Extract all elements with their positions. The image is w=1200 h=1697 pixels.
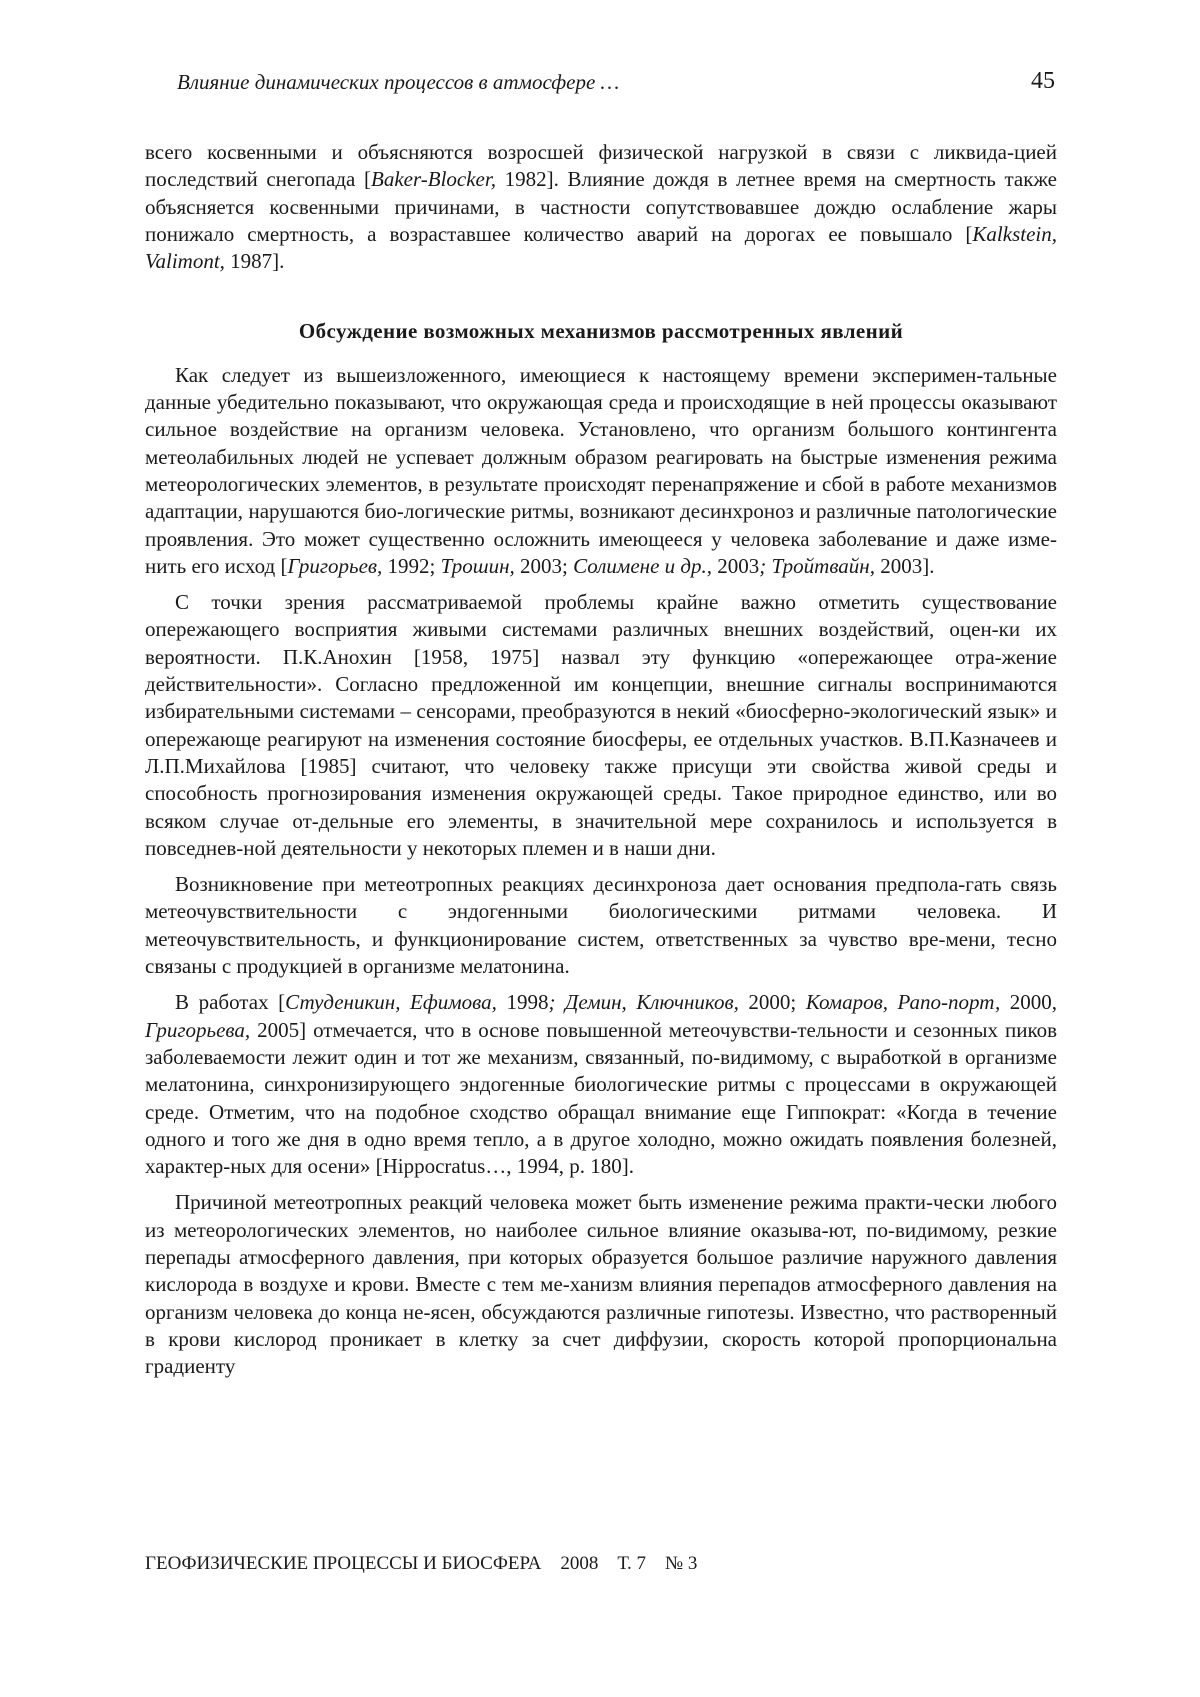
journal-volume: Т. 7 bbox=[617, 1553, 647, 1574]
citation-authors: Baker-Blocker, bbox=[371, 167, 496, 192]
citation-authors: Солимене и др., bbox=[573, 553, 713, 578]
paragraph bbox=[145, 989, 1057, 1180]
citation-authors: Студеникин, Ефимова, bbox=[285, 990, 497, 1015]
text-run: Как следует из вышеизложенного, имеющиеся к настоящему времени эксперимен-тальные данные убедительно показывают, что окружающая среда и происходящие в ней процессы оказывают сильное воздействие на организм человека. Установлено, что организм большого контингента метеолабильных людей не успевает должным образом реагировать на быстрые изменения режима метеорологических элементов, в результате происходят перенапряжение и сбой в работе механизмов адаптации, нарушаются био-логические ритмы, возникают десинхроноз и различные патологические проявления. Это может существенно осложнить имеющееся у человека заболевание и даже изме-нить его исход [ bbox=[145, 362, 1057, 578]
citation-authors: Григорьев, bbox=[287, 553, 383, 578]
citation-authors: ; Тройтвайн, bbox=[759, 553, 875, 578]
text-run: 2000; bbox=[738, 990, 806, 1015]
journal-name: ГЕОФИЗИЧЕСКИЕ ПРОЦЕССЫ И БИОСФЕРА bbox=[145, 1553, 542, 1574]
citation-authors: ; Демин, Ключников, bbox=[548, 990, 739, 1015]
paragraph bbox=[145, 362, 1057, 580]
article-body bbox=[145, 139, 1057, 1380]
text-run: В работах [ bbox=[175, 990, 286, 1015]
page-number: 45 bbox=[1031, 68, 1055, 94]
citation-authors: Комаров, Рапо-порт, bbox=[805, 990, 1001, 1015]
text-run: всего косвенными и объясняются возросшей физической нагрузкой в связи с ликвида-цией последствий снегопада [ bbox=[145, 140, 1057, 192]
paragraph: Возникновение при метеотропных реакциях десинхроноза дает основания предпола-гать связь метеочувствительности с эндогенными биологическими ритмами человека. И метеочувствительность, и функционирование систем, ответственных за чувство вре-мени, тесно связаны с продукцией в организме мелатонина. bbox=[145, 872, 1057, 979]
section-heading: Обсуждение возможных механизмов рассмотренных явлений bbox=[298, 319, 904, 344]
text-run: 2000, bbox=[1000, 990, 1058, 1015]
journal-footer bbox=[145, 1553, 697, 1575]
running-title: Влияние динамических процессов в атмосфере … bbox=[177, 70, 620, 94]
text-run: 1987]. bbox=[224, 249, 285, 274]
text-run: 2003 bbox=[712, 553, 760, 578]
text-run: 1992; bbox=[382, 553, 441, 578]
text-run: 1982]. Влияние дождя в летнее время на смертность также объясняется косвенными причинами, в частности сопутствовавшее дождю ослабление жары понижало смертность, а возраставшее количество аварий на дорогах ее повышало [ bbox=[145, 167, 1057, 246]
journal-year: 2008 bbox=[560, 1553, 599, 1574]
paragraph: Причиной метеотропных реакций человека может быть изменение режима практи-чески любого из метеорологических элементов, но наиболее сильное влияние оказыва-ют, по-видимому, резкие перепады атмосферного давления, при которых образуется большое различие наружного давления кислорода в воздухе и крови. Вместе с тем ме-ханизм влияния перепадов атмосферного давления на организм человека до конца не-ясен, обсуждаются различные гипотезы. Известно, что растворенный в крови кислород проникает в клетку за счет диффузии, скорость которой пропорциональна градиенту bbox=[145, 1190, 1057, 1379]
citation-authors: Трошин, bbox=[440, 553, 515, 578]
journal-issue: № 3 bbox=[665, 1553, 698, 1574]
text-run: 2005] отмечается, что в основе повышенной метеочувстви-тельности и сезонных пиков заболеваемости лежит один и тот же механизм, связанный, по-видимому, с выработкой в организме мелатонина, синхронизирующего эндогенные биологические ритмы с процессами в окружающей среде. Отметим, что на подобное сходство обращал внимание еще Гиппократ: «Когда в течение одного и того же дня в одно время тепло, а в другое холодно, можно ожидать появления болезней, характер-ных для осени» [Hippocratus…, 1994, p. 180]. bbox=[145, 1017, 1057, 1179]
text-run: 2003; bbox=[514, 553, 574, 578]
text-run: 2003]. bbox=[874, 553, 935, 578]
paragraph: С точки зрения рассматриваемой проблемы крайне важно отметить существование опережающего восприятия живыми системами различных внешних воздействий, оцен-ки их вероятности. П.К.Анохин [1958, 1975] назвал эту функцию «опережающее отра-жение действительности». Согласно предложенной им концепции, внешние сигналы воспринимаются избирательными системами – сенсорами, преобразуются в некий «биосферно-экологический язык» и опережающе реагируют на изменения состояние биосферы, ее отдельных участков. В.П.Казначеев и Л.П.Михайлова [1985] считают, что человеку также присущи эти свойства живой среды и способность прогнозирования изменения окружающей среды. Такое природное единство, или во всяком случае от-дельные его элементы, в значительной мере сохранилось и используется в повседнев-ной деятельности у некоторых племен и в наши дни. bbox=[145, 590, 1057, 860]
citation-authors: Григорьева, bbox=[145, 1017, 251, 1042]
text-run: 1998 bbox=[496, 990, 549, 1015]
continued-paragraph bbox=[145, 139, 1057, 275]
citation-authors: Kalkstein, Valimont, bbox=[145, 221, 1057, 274]
running-header bbox=[145, 70, 1055, 100]
